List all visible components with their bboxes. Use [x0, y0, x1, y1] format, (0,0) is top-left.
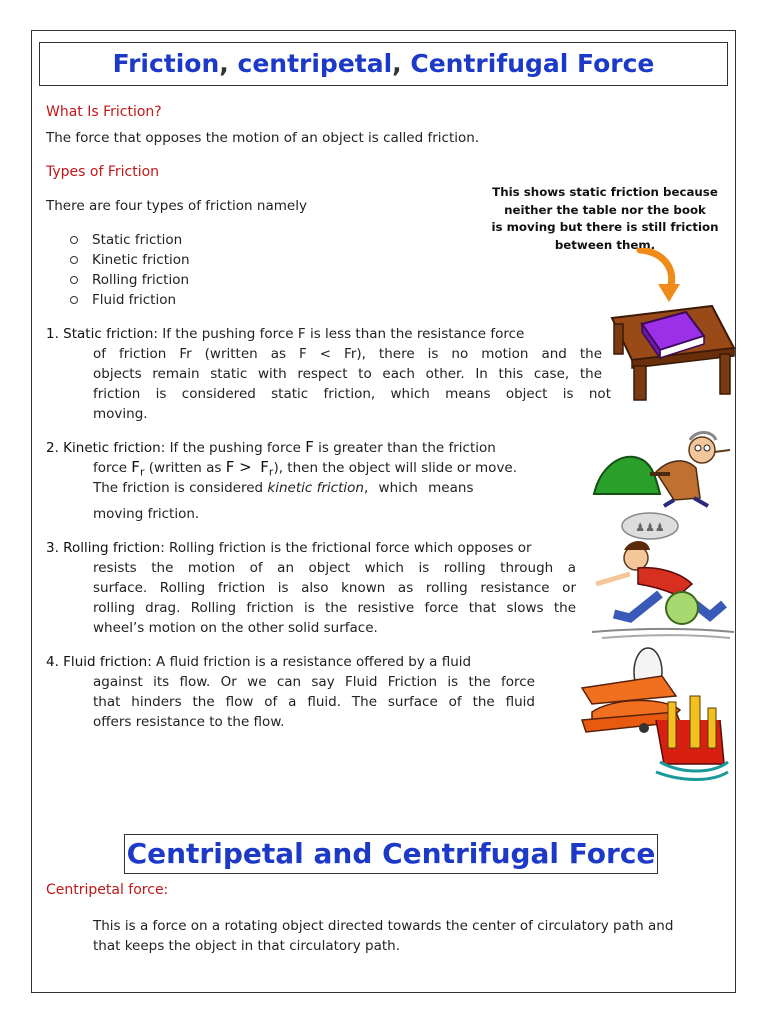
- rolling-friction-line: rolling drag. Rolling friction is the resistive force that slows the: [93, 600, 576, 616]
- svg-text:♟♟♟: ♟♟♟: [635, 521, 665, 534]
- force-symbol: F: [131, 458, 140, 476]
- force-symbol: F: [260, 458, 269, 476]
- title-part: Centrifugal Force: [401, 49, 655, 78]
- title-separator: ,: [392, 49, 402, 78]
- rolling-friction-line: resists the motion of an object which is rolling through a: [93, 560, 576, 576]
- kinetic-friction-text: If the pushing force: [165, 440, 306, 456]
- kinetic-friction-text: (written as: [144, 460, 226, 476]
- list-item: [70, 230, 190, 250]
- static-friction-line: [46, 324, 602, 344]
- kinetic-friction-line: moving friction.: [93, 506, 200, 522]
- list-item-label: Kinetic friction: [92, 252, 190, 268]
- fluid-friction-text: A fluid friction is a resistance offered by a fluid: [151, 654, 472, 670]
- subscript: r: [268, 465, 274, 479]
- kinetic-friction-label: 2. Kinetic friction:: [46, 440, 166, 456]
- caption-line: neither the table nor the book: [504, 202, 706, 217]
- caption-line: is moving but there is still friction: [491, 220, 719, 234]
- list-item-label: Fluid friction: [92, 292, 177, 308]
- static-friction-caption: [480, 184, 730, 254]
- types-list: [70, 230, 190, 310]
- kinetic-friction-line: [46, 437, 580, 458]
- rolling-friction-text: Rolling friction is the frictional force which opposes or: [164, 540, 532, 556]
- kinetic-friction-illustration: [590, 428, 736, 508]
- rolling-friction-label: 3. Rolling friction:: [46, 540, 165, 556]
- subscript: r: [139, 465, 145, 479]
- title-part: centripetal: [228, 49, 393, 78]
- title-part: Friction: [112, 49, 220, 78]
- fluid-friction-label: 4. Fluid friction:: [46, 654, 152, 670]
- title-separator: ,: [219, 49, 229, 78]
- circle-bullet-icon: [70, 256, 78, 264]
- fluid-friction-line: [46, 652, 535, 672]
- static-friction-line: of friction Fr (written as F < Fr), there is no motion and the: [93, 346, 602, 362]
- list-item: [70, 270, 190, 290]
- curved-arrow-icon: [626, 248, 686, 304]
- static-friction-illustration: [608, 300, 736, 402]
- fluid-friction-line: that hinders the flow of a fluid. The surface of the fluid: [93, 694, 535, 710]
- fluid-friction-line: offers resistance to the flow.: [93, 714, 285, 730]
- kinetic-friction-text: is greater than the friction: [313, 440, 496, 456]
- fluid-friction-illustration: [552, 646, 730, 786]
- types-intro: There are four types of friction namely: [46, 198, 307, 214]
- caption-line: This shows static friction because: [492, 185, 718, 199]
- caption-line: between them.: [554, 237, 656, 252]
- list-item-label: Rolling friction: [92, 272, 190, 288]
- fluid-friction-line: against its flow. Or we can say Fluid Friction is the force: [93, 674, 535, 690]
- kinetic-friction-text: ), then the object will slide or move.: [273, 460, 518, 476]
- page-title: [39, 42, 728, 86]
- kinetic-friction-text: The friction is considered: [93, 480, 268, 496]
- types-heading: Types of Friction: [46, 164, 160, 180]
- list-item-label: Static friction: [92, 232, 183, 248]
- circle-bullet-icon: [70, 296, 78, 304]
- static-friction-text: If the pushing force F is less than the resistance force: [157, 326, 525, 342]
- centripetal-heading: Centripetal force:: [46, 882, 169, 898]
- static-friction-line: friction is considered static friction, which means object is not: [93, 386, 611, 402]
- centripetal-text: that keeps the object in that circulatory path.: [93, 938, 400, 954]
- circle-bullet-icon: [70, 236, 78, 244]
- list-item: [70, 250, 190, 270]
- rolling-friction-illustration: [590, 510, 736, 642]
- what-is-friction-heading: What Is Friction?: [46, 104, 162, 120]
- rolling-friction-line: wheel’s motion on the other solid surface.: [93, 620, 378, 636]
- circle-bullet-icon: [70, 276, 78, 284]
- what-is-friction-text: The force that opposes the motion of an object is called friction.: [46, 130, 480, 146]
- list-item: [70, 290, 190, 310]
- kinetic-friction-emphasis: kinetic friction: [267, 480, 364, 496]
- static-friction-line: moving.: [93, 406, 148, 422]
- section-title: Centripetal and Centrifugal Force: [124, 834, 658, 874]
- force-symbol: F: [305, 438, 314, 456]
- static-friction-label: 1. Static friction:: [46, 326, 158, 342]
- kinetic-friction-text: , which means: [363, 480, 474, 496]
- rolling-friction-line: [46, 538, 576, 558]
- rolling-friction-line: surface. Rolling friction is also known as rolling resistance or: [93, 580, 576, 596]
- static-friction-line: objects remain static with respect to each other. In this case, the: [93, 366, 602, 382]
- force-symbol: F >: [225, 458, 252, 476]
- centripetal-text: This is a force on a rotating object directed towards the center of circulatory path and: [93, 918, 674, 934]
- kinetic-friction-line: [93, 478, 473, 498]
- kinetic-friction-text: force: [93, 460, 132, 476]
